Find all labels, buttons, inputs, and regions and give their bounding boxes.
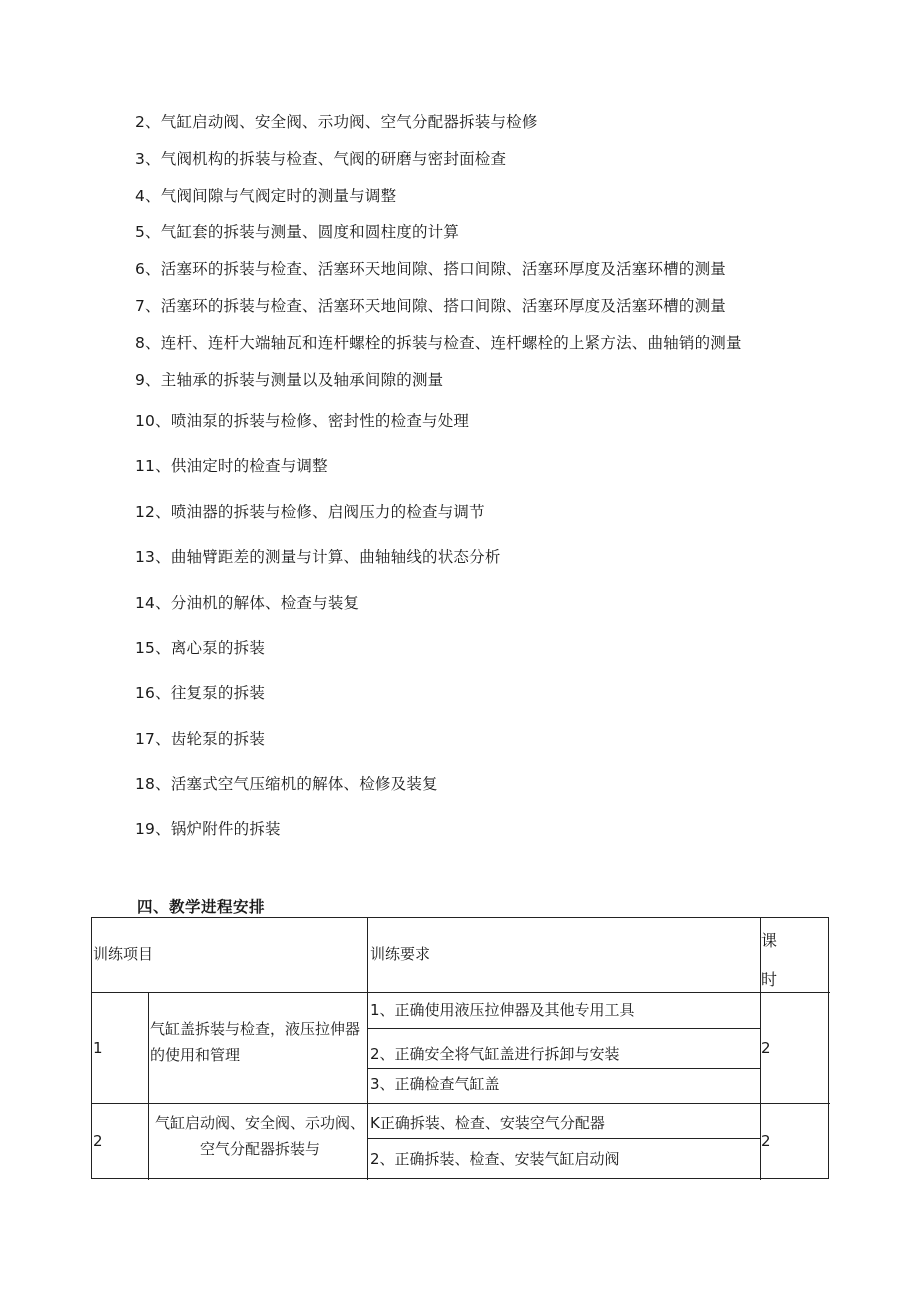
list-item: 13、曲轴臂距差的测量与计算、曲轴轴线的状态分析: [135, 548, 501, 566]
header-training-project: 训练项目: [93, 945, 154, 963]
header-hours-line1: 课: [761, 931, 778, 950]
header-hours-line2: 时: [761, 970, 778, 989]
requirement-item: K正确拆装、检查、安装空气分配器: [370, 1114, 605, 1132]
column-divider: [148, 992, 149, 1180]
hours-cell: 2: [761, 1039, 771, 1057]
list-item: 14、分油机的解体、检查与装复: [135, 594, 360, 612]
list-item: 11、供油定时的检查与调整: [135, 457, 328, 475]
hours-cell: 2: [761, 1132, 771, 1150]
row-divider: [92, 992, 830, 993]
row-number: 1: [93, 1039, 103, 1057]
list-item: 9、主轴承的拆装与测量以及轴承间隙的测量: [135, 371, 444, 389]
list-item: 2、气缸启动阀、安全阀、示功阀、空气分配器拆装与检修: [135, 113, 538, 131]
header-training-requirement: 训练要求: [370, 945, 431, 963]
list-item: 6、活塞环的拆装与检查、活塞环天地间隙、搭口间隙、活塞环厚度及活塞环槽的测量: [135, 260, 726, 278]
list-item: 4、气阀间隙与气阀定时的测量与调整: [135, 187, 397, 205]
list-item: 5、气缸套的拆装与测量、圆度和圆柱度的计算: [135, 223, 460, 241]
list-item: 10、喷油泵的拆装与检修、密封性的检查与处理: [135, 412, 470, 430]
requirement-item: 3、正确检查气缸盖: [370, 1075, 500, 1093]
teaching-schedule-table: [91, 917, 829, 1179]
row-divider: [92, 1103, 830, 1104]
list-item: 16、往复泵的拆装: [135, 684, 266, 702]
list-item: 12、喷油器的拆装与检修、启阀压力的检查与调节: [135, 503, 485, 521]
sub-row-divider: [367, 1028, 760, 1029]
requirement-item: 1、正确使用液压拉伸器及其他专用工具: [370, 1001, 635, 1019]
section-heading: 四、教学进程安排: [137, 898, 266, 916]
list-item: 8、连杆、连杆大端轴瓦和连杆螺栓的拆装与检查、连杆螺栓的上紧方法、曲轴销的测量: [135, 334, 742, 352]
sub-row-divider: [367, 1138, 760, 1139]
list-item: 18、活塞式空气压缩机的解体、检修及装复: [135, 775, 438, 793]
row-number: 2: [93, 1132, 103, 1150]
training-project-cell: 气缸启动阀、安全阀、示功阀、空气分配器拆装与: [154, 1114, 365, 1158]
list-item: 19、锅炉附件的拆装: [135, 820, 281, 838]
training-project-cell: 气缸盖拆装与检查，液压拉伸器的使用和管理: [150, 1020, 361, 1064]
list-item: 15、离心泵的拆装: [135, 639, 266, 657]
list-item: 17、齿轮泵的拆装: [135, 730, 266, 748]
requirement-item: 2、正确安全将气缸盖进行拆卸与安装: [370, 1045, 620, 1063]
list-item: 7、活塞环的拆装与检查、活塞环天地间隙、搭口间隙、活塞环厚度及活塞环槽的测量: [135, 297, 726, 315]
column-divider: [367, 918, 368, 1180]
list-item: 3、气阀机构的拆装与检查、气阀的研磨与密封面检查: [135, 150, 507, 168]
sub-row-divider: [367, 1068, 760, 1069]
requirement-item: 2、正确拆装、检查、安装气缸启动阀: [370, 1150, 620, 1168]
